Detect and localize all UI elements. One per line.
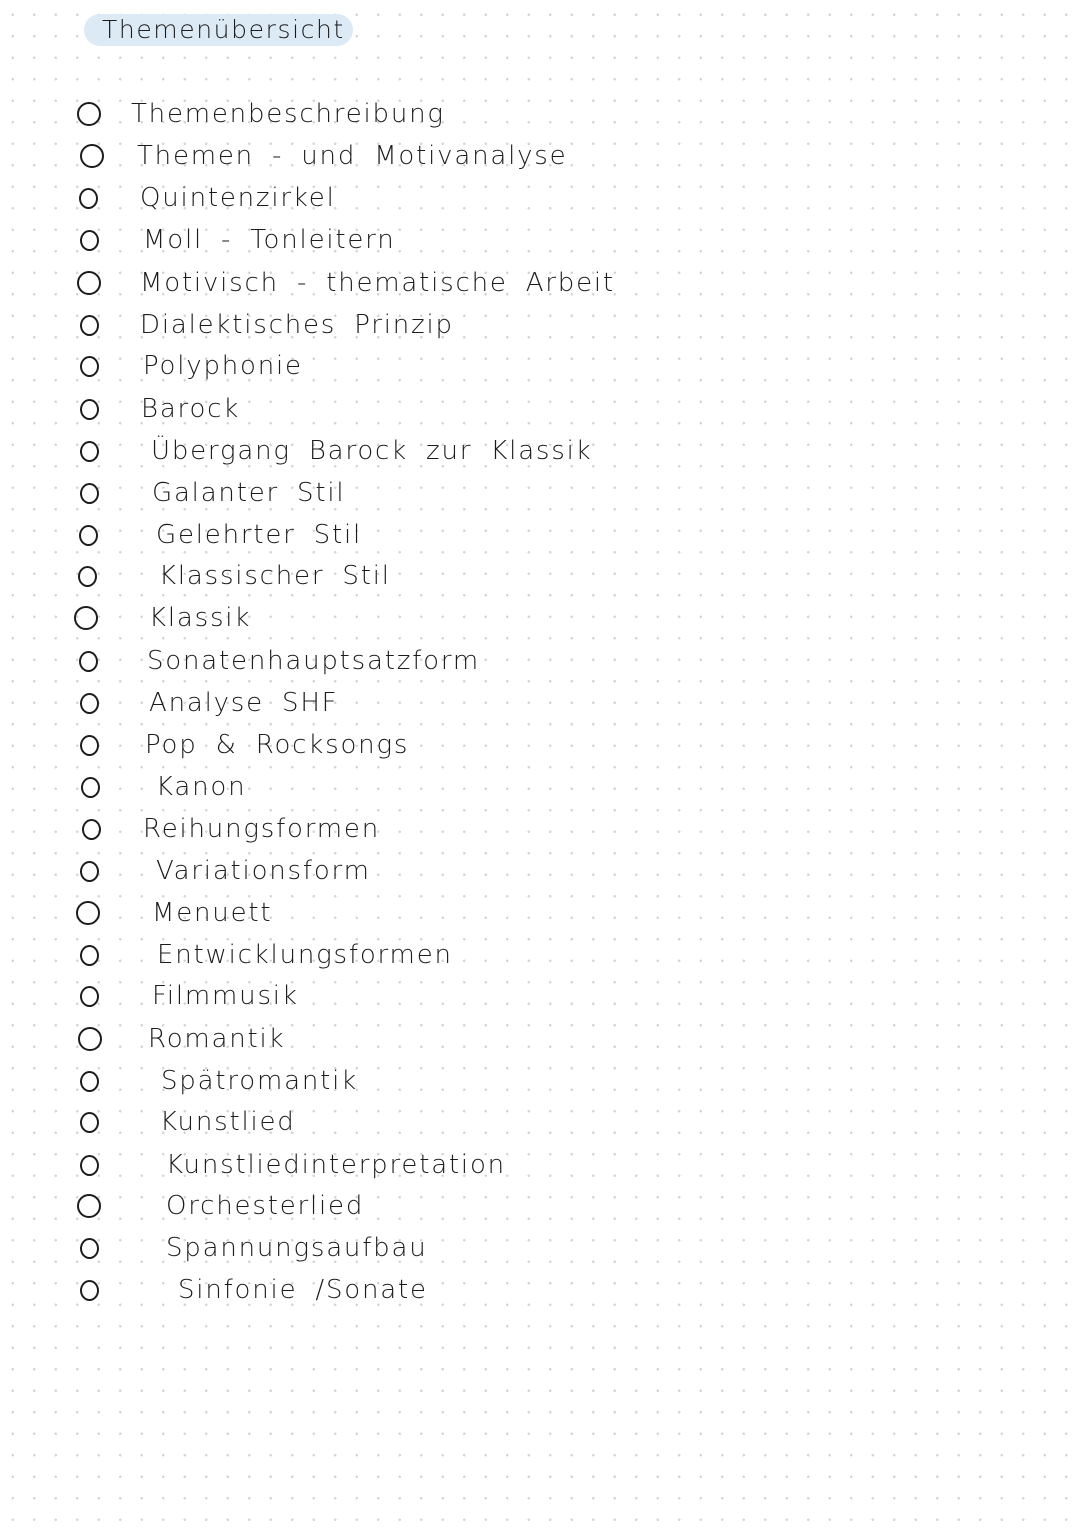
checkbox-circle-icon[interactable] bbox=[80, 441, 99, 462]
checkbox-circle-icon[interactable] bbox=[80, 735, 99, 756]
topic-item bbox=[0, 641, 1080, 683]
topic-label: Themen - und Motivanalyse bbox=[137, 141, 568, 171]
topic-label: Moll - Tonleitern bbox=[143, 225, 396, 255]
checkbox-circle-icon[interactable] bbox=[74, 606, 98, 630]
topic-label: Barock bbox=[141, 394, 241, 424]
topic-label: Orchesterlied bbox=[166, 1191, 365, 1221]
topic-item bbox=[0, 94, 1080, 136]
topic-label: Menuett bbox=[152, 898, 273, 928]
checkbox-circle-icon[interactable] bbox=[76, 901, 100, 925]
checkbox-circle-icon[interactable] bbox=[80, 315, 99, 336]
topic-item bbox=[0, 976, 1080, 1018]
topic-label: Variationsform bbox=[156, 856, 371, 886]
topic-item bbox=[0, 220, 1080, 262]
topic-item bbox=[0, 851, 1080, 893]
topic-item bbox=[0, 305, 1080, 347]
checkbox-circle-icon[interactable] bbox=[80, 986, 99, 1007]
checkbox-circle-icon[interactable] bbox=[78, 566, 97, 587]
topic-label: Quintenzirkel bbox=[140, 183, 336, 213]
checkbox-circle-icon[interactable] bbox=[80, 1280, 99, 1301]
checkbox-circle-icon[interactable] bbox=[80, 230, 99, 251]
topic-label: Sinfonie /Sonate bbox=[178, 1275, 428, 1305]
topic-item bbox=[0, 1186, 1080, 1228]
checkbox-circle-icon[interactable] bbox=[77, 102, 101, 126]
topic-label: Reihungsformen bbox=[143, 814, 380, 844]
topic-item bbox=[0, 473, 1080, 515]
topic-item bbox=[0, 598, 1080, 640]
checkbox-circle-icon[interactable] bbox=[77, 271, 101, 295]
checkbox-circle-icon[interactable] bbox=[78, 1027, 102, 1051]
checkbox-circle-icon[interactable] bbox=[79, 188, 98, 209]
topic-item bbox=[0, 431, 1080, 473]
checkbox-circle-icon[interactable] bbox=[80, 1112, 99, 1133]
checkbox-circle-icon[interactable] bbox=[80, 399, 99, 420]
topic-item bbox=[0, 1061, 1080, 1103]
topic-item bbox=[0, 346, 1080, 388]
topic-item bbox=[0, 1102, 1080, 1144]
checkbox-circle-icon[interactable] bbox=[79, 525, 98, 546]
checkbox-circle-icon[interactable] bbox=[80, 356, 99, 377]
topic-item bbox=[0, 767, 1080, 809]
checkbox-circle-icon[interactable] bbox=[80, 693, 99, 714]
checkbox-circle-icon[interactable] bbox=[80, 861, 99, 882]
topic-label: Romantik bbox=[148, 1024, 286, 1054]
topic-item bbox=[0, 1019, 1080, 1061]
topic-label: Kunstliedinterpretation bbox=[166, 1150, 506, 1180]
checkbox-circle-icon[interactable] bbox=[80, 945, 99, 966]
topic-label: Gelehrter Stil bbox=[156, 520, 363, 550]
topic-label: Spätromantik bbox=[161, 1066, 358, 1096]
topic-item bbox=[0, 683, 1080, 725]
topic-item bbox=[0, 515, 1080, 557]
topic-label: Entwicklungsformen bbox=[157, 940, 453, 970]
checkbox-circle-icon[interactable] bbox=[80, 1238, 99, 1259]
checkbox-circle-icon[interactable] bbox=[82, 819, 101, 840]
topic-item bbox=[0, 1228, 1080, 1270]
topic-item bbox=[0, 136, 1080, 178]
topic-label: Kunstlied bbox=[160, 1107, 296, 1137]
topic-label: Sonatenhauptsatzform bbox=[147, 646, 481, 676]
page-title: Themenübersicht bbox=[84, 14, 353, 46]
topic-label: Analyse SHF bbox=[149, 688, 339, 718]
topic-item bbox=[0, 556, 1080, 598]
topic-label: Dialektisches Prinzip bbox=[140, 310, 454, 340]
checkbox-circle-icon[interactable] bbox=[81, 777, 100, 798]
topic-label: Klassischer Stil bbox=[159, 561, 391, 591]
topic-item bbox=[0, 1145, 1080, 1187]
checkbox-circle-icon[interactable] bbox=[79, 651, 98, 672]
topic-label: Galanter Stil bbox=[152, 478, 346, 508]
topic-item bbox=[0, 1270, 1080, 1312]
topic-item bbox=[0, 178, 1080, 220]
checkbox-circle-icon[interactable] bbox=[80, 144, 104, 168]
topic-label: Themenbeschreibung bbox=[131, 99, 445, 129]
checkbox-circle-icon[interactable] bbox=[80, 1071, 99, 1092]
checkbox-circle-icon[interactable] bbox=[77, 1194, 101, 1218]
topic-item bbox=[0, 893, 1080, 935]
topic-item bbox=[0, 725, 1080, 767]
topic-label: Kanon bbox=[156, 772, 247, 802]
topic-item bbox=[0, 935, 1080, 977]
topic-label: Filmmusik bbox=[152, 981, 299, 1011]
topic-label: Spannungsaufbau bbox=[166, 1233, 428, 1263]
topic-label: Klassik bbox=[149, 603, 252, 633]
checkbox-circle-icon[interactable] bbox=[80, 1155, 99, 1176]
topic-label: Motivisch - thematische Arbeit bbox=[140, 268, 615, 298]
checkbox-circle-icon[interactable] bbox=[80, 483, 99, 504]
topic-label: Pop & Rocksongs bbox=[145, 730, 410, 760]
topic-label: Polyphonie bbox=[143, 351, 303, 381]
topic-label: Übergang Barock zur Klassik bbox=[151, 436, 593, 466]
topic-item bbox=[0, 389, 1080, 431]
topic-item bbox=[0, 263, 1080, 305]
topic-item bbox=[0, 809, 1080, 851]
